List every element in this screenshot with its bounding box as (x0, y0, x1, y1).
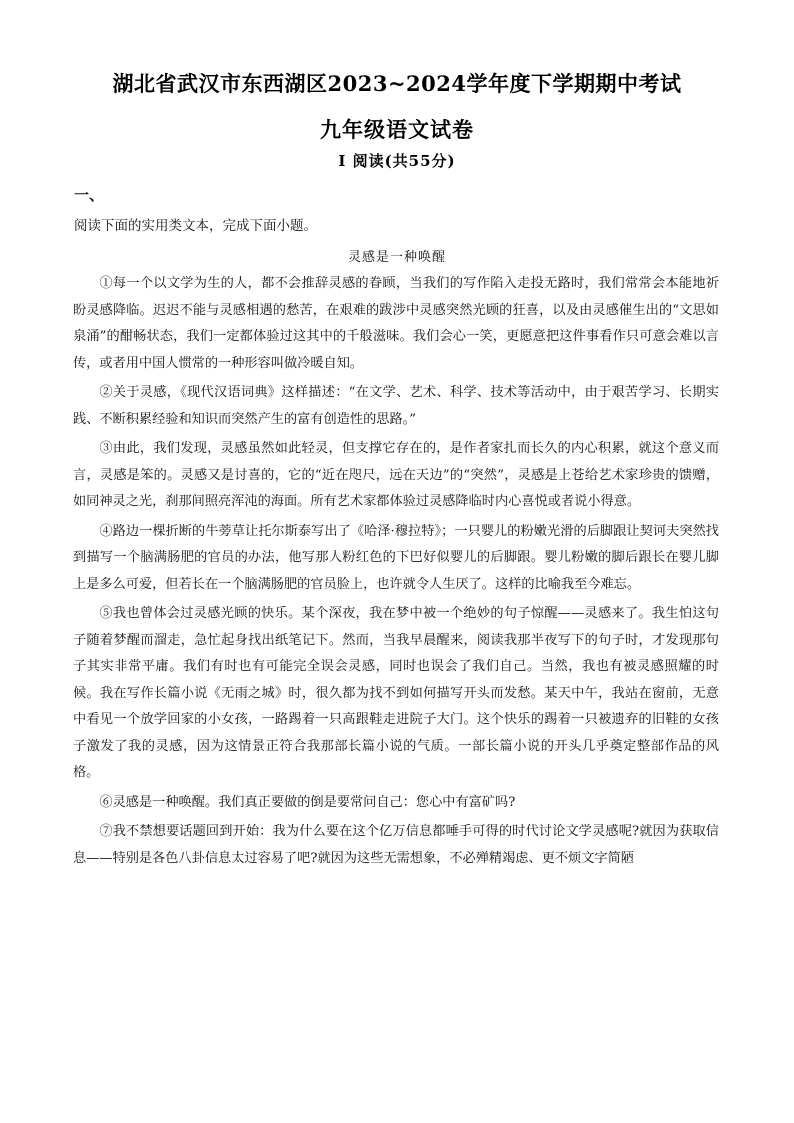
paragraph-6: ⑥灵感是一种唤醒。我们真正要做的倒是要常问自己：您心中有富矿吗? (99, 794, 516, 810)
exam-subtitle: 九年级语文试卷 (320, 117, 474, 142)
paragraph-5: ⑤我也曾体会过灵感光顾的快乐。某个深夜，我在梦中被一个绝妙的句子惊醒——灵感来了。我生怕这句子随着梦醒而溜走，急忙起身找出纸笔记下。然而，当我早晨醒来，阅读我那半夜写下的句子时，才发现那句子其实非常平庸。我们有时也有可能完全误会灵感，同时也误会了我们自己。当然，我也有被灵感照耀的时候。我在写作长篇小说《无雨之城》时，很久都为找不到如何描写开头而发愁。某天中午，我站在窗前，无意中看见一个放学回家的小女孩，一路踢着一只高跟鞋走进院子大门。这个快乐的踢着一只被遗弃的旧鞋的女孩子激发了我的灵感，因为这情景正符合我那部长篇小说的气质。一部长篇小说的开头几乎奠定整部作品的风格。 (73, 606, 719, 780)
paragraph-4: ④路边一棵折断的牛蒡草让托尔斯泰写出了《哈泽·穆拉特》；一只婴儿的粉嫩光滑的后脚跟让契诃夫突然找到描写一个脑满肠肥的官员的办法，他写那人粉红色的下巴好似婴儿的后脚跟。婴儿粉嫩的脚后跟长在婴儿脚上是多么可爱，但若长在一个脑满肠肥的官员脸上，也许就令人生厌了。这样的比喻我至今难忘。 (73, 523, 719, 592)
section-instruction: 阅读下面的实用类文本，完成下面小题。 (74, 218, 317, 234)
article-body (73, 271, 719, 875)
article-title: 灵感是一种唤醒 (347, 250, 446, 265)
paragraph-3: ③由此，我们发现，灵感虽然如此轻灵，但支撑它存在的，是作者家扎而长久的内心积累，就这个意义而言，灵感是笨的。灵感又是讨喜的，它的“近在咫尺，远在天边”的“突然”，灵感是上苍给艺术家珍贵的馈赠，如同神灵之光，刹那间照亮浑沌的海面。所有艺术家都体验过灵感降临时内心喜悦或者说小得意。 (73, 441, 719, 509)
paragraph-1: ①每一个以文学为生的人，都不会推辞灵感的眷顾，当我们的写作陷入走投无路时，我们常常会本能地祈盼灵感降临。迟迟不能与灵感相遇的愁苦，在艰难的跋涉中灵感突然光顾的狂喜，以及由灵感催生出的“文思如泉涌”的酣畅状态，我们一定都体验过这其中的千般滋味。我们会心一笑，更愿意把这件事看作只可意会难以言传，或者用中国人惯常的一种形容叫做冷暖自知。 (73, 276, 719, 371)
part-heading: Ⅰ 阅读(共55分) (338, 152, 456, 170)
paragraph-7: ⑦我不禁想要话题回到开始：我为什么要在这个亿万信息都唾手可得的时代讨论文学灵感呢?就因为获取信息——特别是各色八卦信息太过容易了吧?就因为这些无需想象，不必殚精竭虑、更不烦文字简陋 (73, 824, 719, 866)
exam-title: 湖北省武汉市东西湖区2023~2024学年度下学期期中考试 (112, 71, 682, 96)
section-number: 一、 (74, 186, 105, 204)
paragraph-2: ②关于灵感，《现代汉语词典》这样描述：“在文学、艺术、科学、技术等活动中，由于艰苦学习、长期实践、不断积累经验和知识而突然产生的富有创造性的思路。” (73, 385, 719, 427)
